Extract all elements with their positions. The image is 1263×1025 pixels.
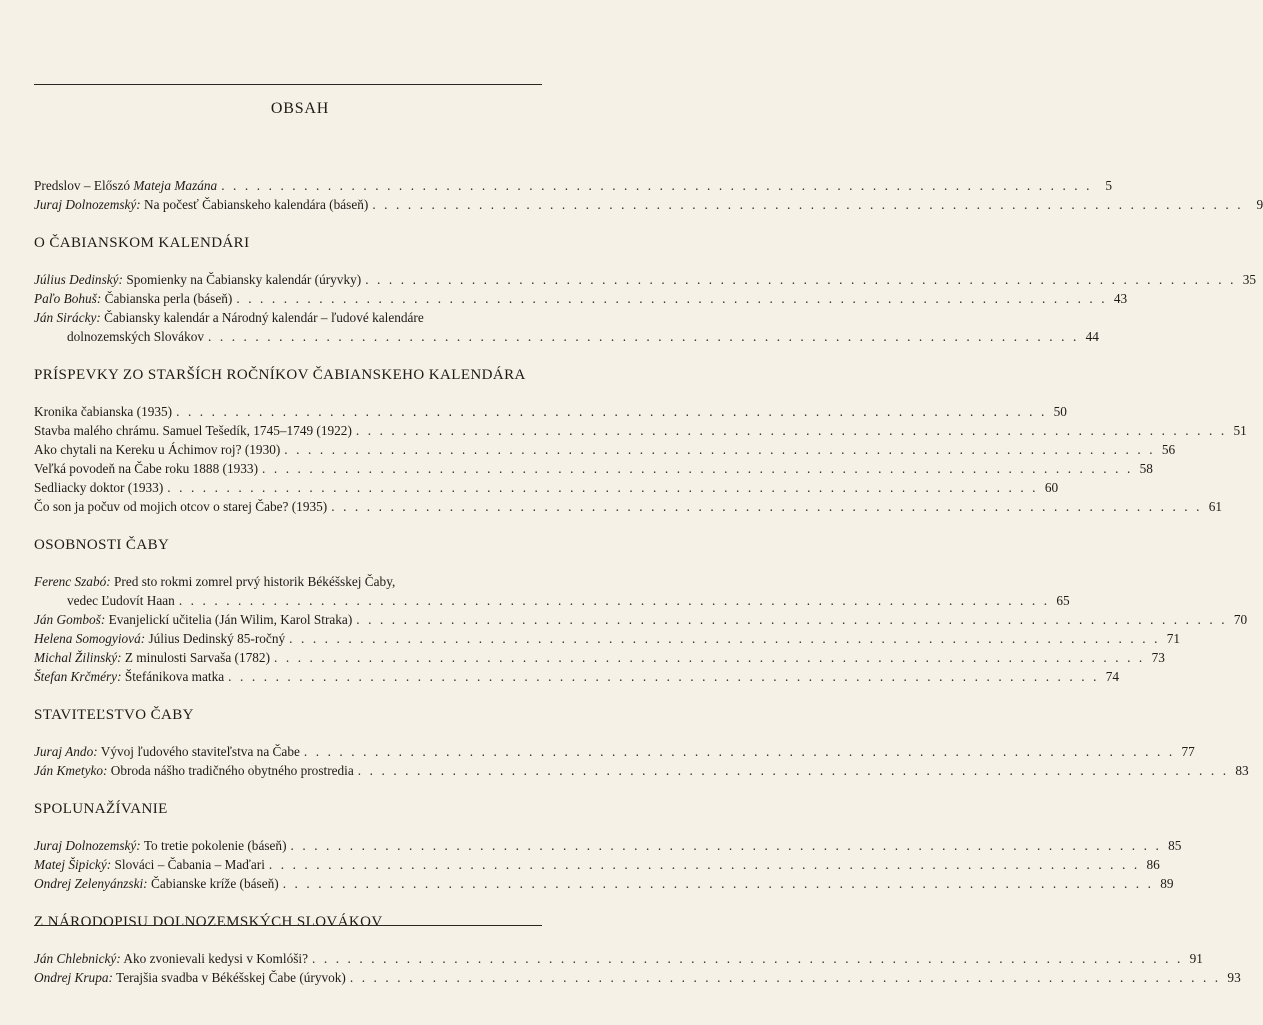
entry-text <box>34 874 279 893</box>
entry-title: Čo son ja počuv od mojich otcov o starej Čabe? (1935) <box>34 499 328 514</box>
page-number: 89 <box>1160 876 1174 891</box>
toc-entry[interactable] <box>34 648 1165 667</box>
entry-text <box>34 667 224 686</box>
toc-entry[interactable] <box>34 402 1067 421</box>
toc-entry[interactable] <box>34 968 1241 987</box>
entry-text <box>34 629 285 648</box>
top-rule <box>34 84 542 85</box>
page-number: 44 <box>1085 329 1099 344</box>
page-number: 65 <box>1056 593 1070 608</box>
entry-author: Štefan Krčméry: <box>34 669 122 684</box>
entry-author: Mateja Mazána <box>133 178 218 193</box>
page-number: 50 <box>1053 404 1067 419</box>
dot-leader: . . . . . . . . . . . . . . . . . . . . . . . . . . . . . . . . . . . . . . . . . . . . . . . . . . . . . . . . . . . . . . . . . . . . . . . . . . <box>303 744 1175 759</box>
entry-text <box>34 836 287 855</box>
entry-text <box>34 648 270 667</box>
toc-entry[interactable] <box>34 874 1174 893</box>
entry-text <box>34 289 232 308</box>
page-number: 83 <box>1235 763 1249 778</box>
entry-author: Ondrej Krupa: <box>34 970 113 985</box>
entry-text <box>34 949 308 968</box>
dot-leader: . . . . . . . . . . . . . . . . . . . . . . . . . . . . . . . . . . . . . . . . . . . . . . . . . . . . . . . . . . . . . . . . . . . . . . . . . . <box>236 291 1108 306</box>
entry-author: Paľo Bohuš: <box>34 291 102 306</box>
entry-text <box>34 855 265 874</box>
entry-title: Ako zvonievali kedysi v Komlóši? <box>120 951 309 966</box>
entry-author: Juraj Dolnozemský: <box>34 197 141 212</box>
entry-text <box>34 176 217 195</box>
toc-entry[interactable] <box>34 176 1113 195</box>
entry-title: Vývoj ľudového staviteľstva na Čabe <box>97 744 300 759</box>
page-number: 73 <box>1151 650 1165 665</box>
dot-leader: . . . . . . . . . . . . . . . . . . . . . . . . . . . . . . . . . . . . . . . . . . . . . . . . . . . . . . . . . . . . . . . . . . . . . . . . . . <box>290 838 1162 853</box>
entry-author: Ondrej Zelenyánzski: <box>34 876 148 891</box>
section-heading: SPOLUNAŽÍVANIE <box>34 801 168 817</box>
dot-leader: . . . . . . . . . . . . . . . . . . . . . . . . . . . . . . . . . . . . . . . . . . . . . . . . . . . . . . . . . . . . . . . . . . . . . . . . . . <box>312 951 1183 966</box>
toc-entry[interactable] <box>34 459 1153 478</box>
page-number: 91 <box>1189 951 1203 966</box>
entry-title: Na počesť Čabianskeho kalendára (báseň) <box>140 197 369 212</box>
entry-continuation <box>34 327 1099 346</box>
entry-title: Štefánikova matka <box>121 669 225 684</box>
dot-leader: . . . . . . . . . . . . . . . . . . . . . . . . . . . . . . . . . . . . . . . . . . . . . . . . . . . . . . . . . . . . . . . . . . . . . . . . . . <box>262 461 1133 476</box>
page-number: 9 <box>1256 197 1263 212</box>
toc-section <box>34 800 1182 893</box>
section-heading: OSOBNOSTI ČABY <box>34 537 170 553</box>
page-number: 58 <box>1139 461 1153 476</box>
entry-author: Ján Chlebnický: <box>34 951 121 966</box>
entry-text <box>34 742 300 761</box>
entry-text <box>34 478 163 497</box>
entry-title: Slováci – Čabania – Maďari <box>111 857 265 872</box>
toc-entry[interactable] <box>34 572 1070 610</box>
entry-author: Ján Gomboš: <box>34 612 106 627</box>
dot-leader: . . . . . . . . . . . . . . . . . . . . . . . . . . . . . . . . . . . . . . . . . . . . . . . . . . . . . . . . . . . . . . . . . . . . . . . . . . <box>268 857 1140 872</box>
entry-title: Obroda nášho tradičného obytného prostredia <box>107 763 354 778</box>
entry-text <box>34 421 352 440</box>
page-number: 61 <box>1208 499 1223 514</box>
entry-text <box>34 459 258 478</box>
entry-title: Z minulosti Sarvaša (1782) <box>121 650 270 665</box>
entry-text <box>34 761 354 780</box>
bottom-rule <box>34 925 542 926</box>
dot-leader: . . . . . . . . . . . . . . . . . . . . . . . . . . . . . . . . . . . . . . . . . . . . . . . . . . . . . . . . . . . . . . . . . . . . . . . . . . <box>289 631 1160 646</box>
entry-author: Ferenc Szabó: <box>34 574 111 589</box>
page-number: 43 <box>1113 291 1128 306</box>
entry-author: Juraj Ando: <box>34 744 98 759</box>
table-of-contents <box>34 176 1263 987</box>
page-title: OBSAH <box>270 100 330 117</box>
entry-text <box>34 195 368 214</box>
entry-title: Veľká povodeň na Čabe roku 1888 (1933) <box>34 461 259 476</box>
section-heading: PRÍSPEVKY ZO STARŠÍCH ROČNÍKOV ČABIANSKEHO KALENDÁRA <box>34 367 526 383</box>
toc-section <box>34 234 1257 346</box>
page-number: 35 <box>1242 272 1257 287</box>
page-number: 86 <box>1146 857 1160 872</box>
entry-text <box>34 270 361 289</box>
entry-author: Július Dedinský: <box>34 272 123 287</box>
entry-title-continued: dolnozemských Slovákov <box>67 329 205 344</box>
toc-section <box>34 366 1247 516</box>
toc-entry[interactable] <box>34 629 1180 648</box>
toc-entry[interactable] <box>34 610 1248 629</box>
entry-text <box>34 440 280 459</box>
toc-entry[interactable] <box>34 478 1059 497</box>
entry-text <box>34 572 542 591</box>
toc-entry[interactable] <box>34 440 1176 459</box>
toc-entry[interactable] <box>34 497 1223 516</box>
toc-entry[interactable] <box>34 270 1257 289</box>
entry-title: To tretie pokolenie (báseň) <box>140 838 287 853</box>
page-number: 56 <box>1161 442 1176 457</box>
dot-leader: . . . . . . . . . . . . . . . . . . . . . . . . . . . . . . . . . . . . . . . . . . . . . . . . . . . . . . . . . . . . . . . . . . . . . . . . . . <box>228 669 1100 684</box>
section-heading: O ČABIANSKOM KALENDÁRI <box>34 235 250 251</box>
dot-leader: . . . . . . . . . . . . . . . . . . . . . . . . . . . . . . . . . . . . . . . . . . . . . . . . . . . . . . . . . . . . . . . . . . . . . . . . . . <box>357 763 1229 778</box>
entry-title: Ako chytali na Kereku u Áchimov roj? (1930) <box>34 442 281 457</box>
page-number: 85 <box>1168 838 1182 853</box>
entry-title: Čabianske kríže (báseň) <box>147 876 279 891</box>
entry-text <box>34 308 542 327</box>
dot-leader: . . . . . . . . . . . . . . . . . . . . . . . . . . . . . . . . . . . . . . . . . . . . . . . . . . . . . . . . . . . . . . . . . . . . . . . . . . <box>372 197 1244 212</box>
entry-title: Pred sto rokmi zomrel prvý historik Békéšskej Čaby, <box>110 574 396 589</box>
entry-prefix: Predslov – Előszó <box>34 178 134 193</box>
entry-title: Július Dedinský 85-ročný <box>145 631 286 646</box>
entry-title: Sedliacky doktor (1933) <box>34 480 164 495</box>
entry-title: Čabiansky kalendár a Národný kalendár – ľudové kalendáre <box>100 310 424 325</box>
entry-author: Helena Somogyiová: <box>34 631 146 646</box>
toc-entry[interactable] <box>34 667 1120 686</box>
toc-entry[interactable] <box>34 308 1099 346</box>
page-number: 51 <box>1233 423 1247 438</box>
toc-entry[interactable] <box>34 949 1203 968</box>
entry-author: Ján Kmetyko: <box>34 763 108 778</box>
page-number: 71 <box>1166 631 1180 646</box>
entry-title: Terajšia svadba v Békéšskej Čabe (úryvok) <box>112 970 346 985</box>
entry-title: Evanjelickí učitelia (Ján Wilim, Karol Straka) <box>105 612 353 627</box>
toc-entry[interactable] <box>34 289 1128 308</box>
dot-leader: . . . . . . . . . . . . . . . . . . . . . . . . . . . . . . . . . . . . . . . . . . . . . . . . . . . . . . . . . . . . . . . . . . . . . . . . . . <box>178 593 1050 608</box>
entry-text <box>34 968 346 987</box>
entry-author: Matej Šipický: <box>34 857 112 872</box>
dot-leader: . . . . . . . . . . . . . . . . . . . . . . . . . . . . . . . . . . . . . . . . . . . . . . . . . . . . . . . . . . . . . . . . . . . . . . . . . . <box>365 272 1237 287</box>
page-number: 70 <box>1233 612 1248 627</box>
toc-entry[interactable] <box>34 855 1160 874</box>
page-number: 74 <box>1105 669 1120 684</box>
page-number: 60 <box>1044 480 1059 495</box>
toc-entry[interactable] <box>34 836 1182 855</box>
entry-author: Michal Žilinský: <box>34 650 122 665</box>
dot-leader: . . . . . . . . . . . . . . . . . . . . . . . . . . . . . . . . . . . . . . . . . . . . . . . . . . . . . . . . . . . . . . . . . . . . . . . . . . <box>221 178 1093 193</box>
toc-entry[interactable] <box>34 761 1249 780</box>
page-number: 5 <box>1105 178 1113 193</box>
entry-text <box>34 402 172 421</box>
entry-continuation <box>34 591 1070 610</box>
entry-text <box>34 497 327 516</box>
dot-leader: . . . . . . . . . . . . . . . . . . . . . . . . . . . . . . . . . . . . . . . . . . . . . . . . . . . . . . . . . . . . . . . . . . . . . . . . . . <box>282 876 1154 891</box>
entry-author: Juraj Dolnozemský: <box>34 838 141 853</box>
toc-section <box>34 536 1248 686</box>
entry-text <box>34 610 352 629</box>
dot-leader: . . . . . . . . . . . . . . . . . . . . . . . . . . . . . . . . . . . . . . . . . . . . . . . . . . . . . . . . . . . . . . . . . . . . . . . . . . <box>167 480 1039 495</box>
entry-title-continued: vedec Ľudovít Haan <box>67 593 175 608</box>
dot-leader: . . . . . . . . . . . . . . . . . . . . . . . . . . . . . . . . . . . . . . . . . . . . . . . . . . . . . . . . . . . . . . . . . . . . . . . . . . <box>355 423 1227 438</box>
toc-entry[interactable] <box>34 742 1195 761</box>
dot-leader: . . . . . . . . . . . . . . . . . . . . . . . . . . . . . . . . . . . . . . . . . . . . . . . . . . . . . . . . . . . . . . . . . . . . . . . . . . <box>356 612 1228 627</box>
entry-title: Stavba malého chrámu. Samuel Tešedík, 1745–1749 (1922) <box>34 423 352 438</box>
toc-section <box>34 706 1249 780</box>
entry-author: Ján Sirácky: <box>34 310 101 325</box>
entry-title: Kronika čabianska (1935) <box>34 404 173 419</box>
page-number: 93 <box>1227 970 1241 985</box>
dot-leader: . . . . . . . . . . . . . . . . . . . . . . . . . . . . . . . . . . . . . . . . . . . . . . . . . . . . . . . . . . . . . . . . . . . . . . . . . . <box>274 650 1145 665</box>
toc-entry[interactable] <box>34 195 1263 214</box>
entry-title: Spomienky na Čabiansky kalendár (úryvky) <box>123 272 362 287</box>
entry-title: Čabianska perla (báseň) <box>101 291 233 306</box>
dot-leader: . . . . . . . . . . . . . . . . . . . . . . . . . . . . . . . . . . . . . . . . . . . . . . . . . . . . . . . . . . . . . . . . . . . . . . . . . . <box>331 499 1203 514</box>
dot-leader: . . . . . . . . . . . . . . . . . . . . . . . . . . . . . . . . . . . . . . . . . . . . . . . . . . . . . . . . . . . . . . . . . . . . . . . . . . <box>208 329 1079 344</box>
page-number: 77 <box>1181 744 1195 759</box>
section-heading: Z NÁRODOPISU DOLNOZEMSKÝCH SLOVÁKOV <box>34 914 383 930</box>
dot-leader: . . . . . . . . . . . . . . . . . . . . . . . . . . . . . . . . . . . . . . . . . . . . . . . . . . . . . . . . . . . . . . . . . . . . . . . . . . <box>284 442 1156 457</box>
dot-leader: . . . . . . . . . . . . . . . . . . . . . . . . . . . . . . . . . . . . . . . . . . . . . . . . . . . . . . . . . . . . . . . . . . . . . . . . . . <box>349 970 1221 985</box>
section-heading: STAVITEĽSTVO ČABY <box>34 707 194 723</box>
toc-entry[interactable] <box>34 421 1247 440</box>
dot-leader: . . . . . . . . . . . . . . . . . . . . . . . . . . . . . . . . . . . . . . . . . . . . . . . . . . . . . . . . . . . . . . . . . . . . . . . . . . <box>176 404 1047 419</box>
toc-section <box>34 176 1263 214</box>
